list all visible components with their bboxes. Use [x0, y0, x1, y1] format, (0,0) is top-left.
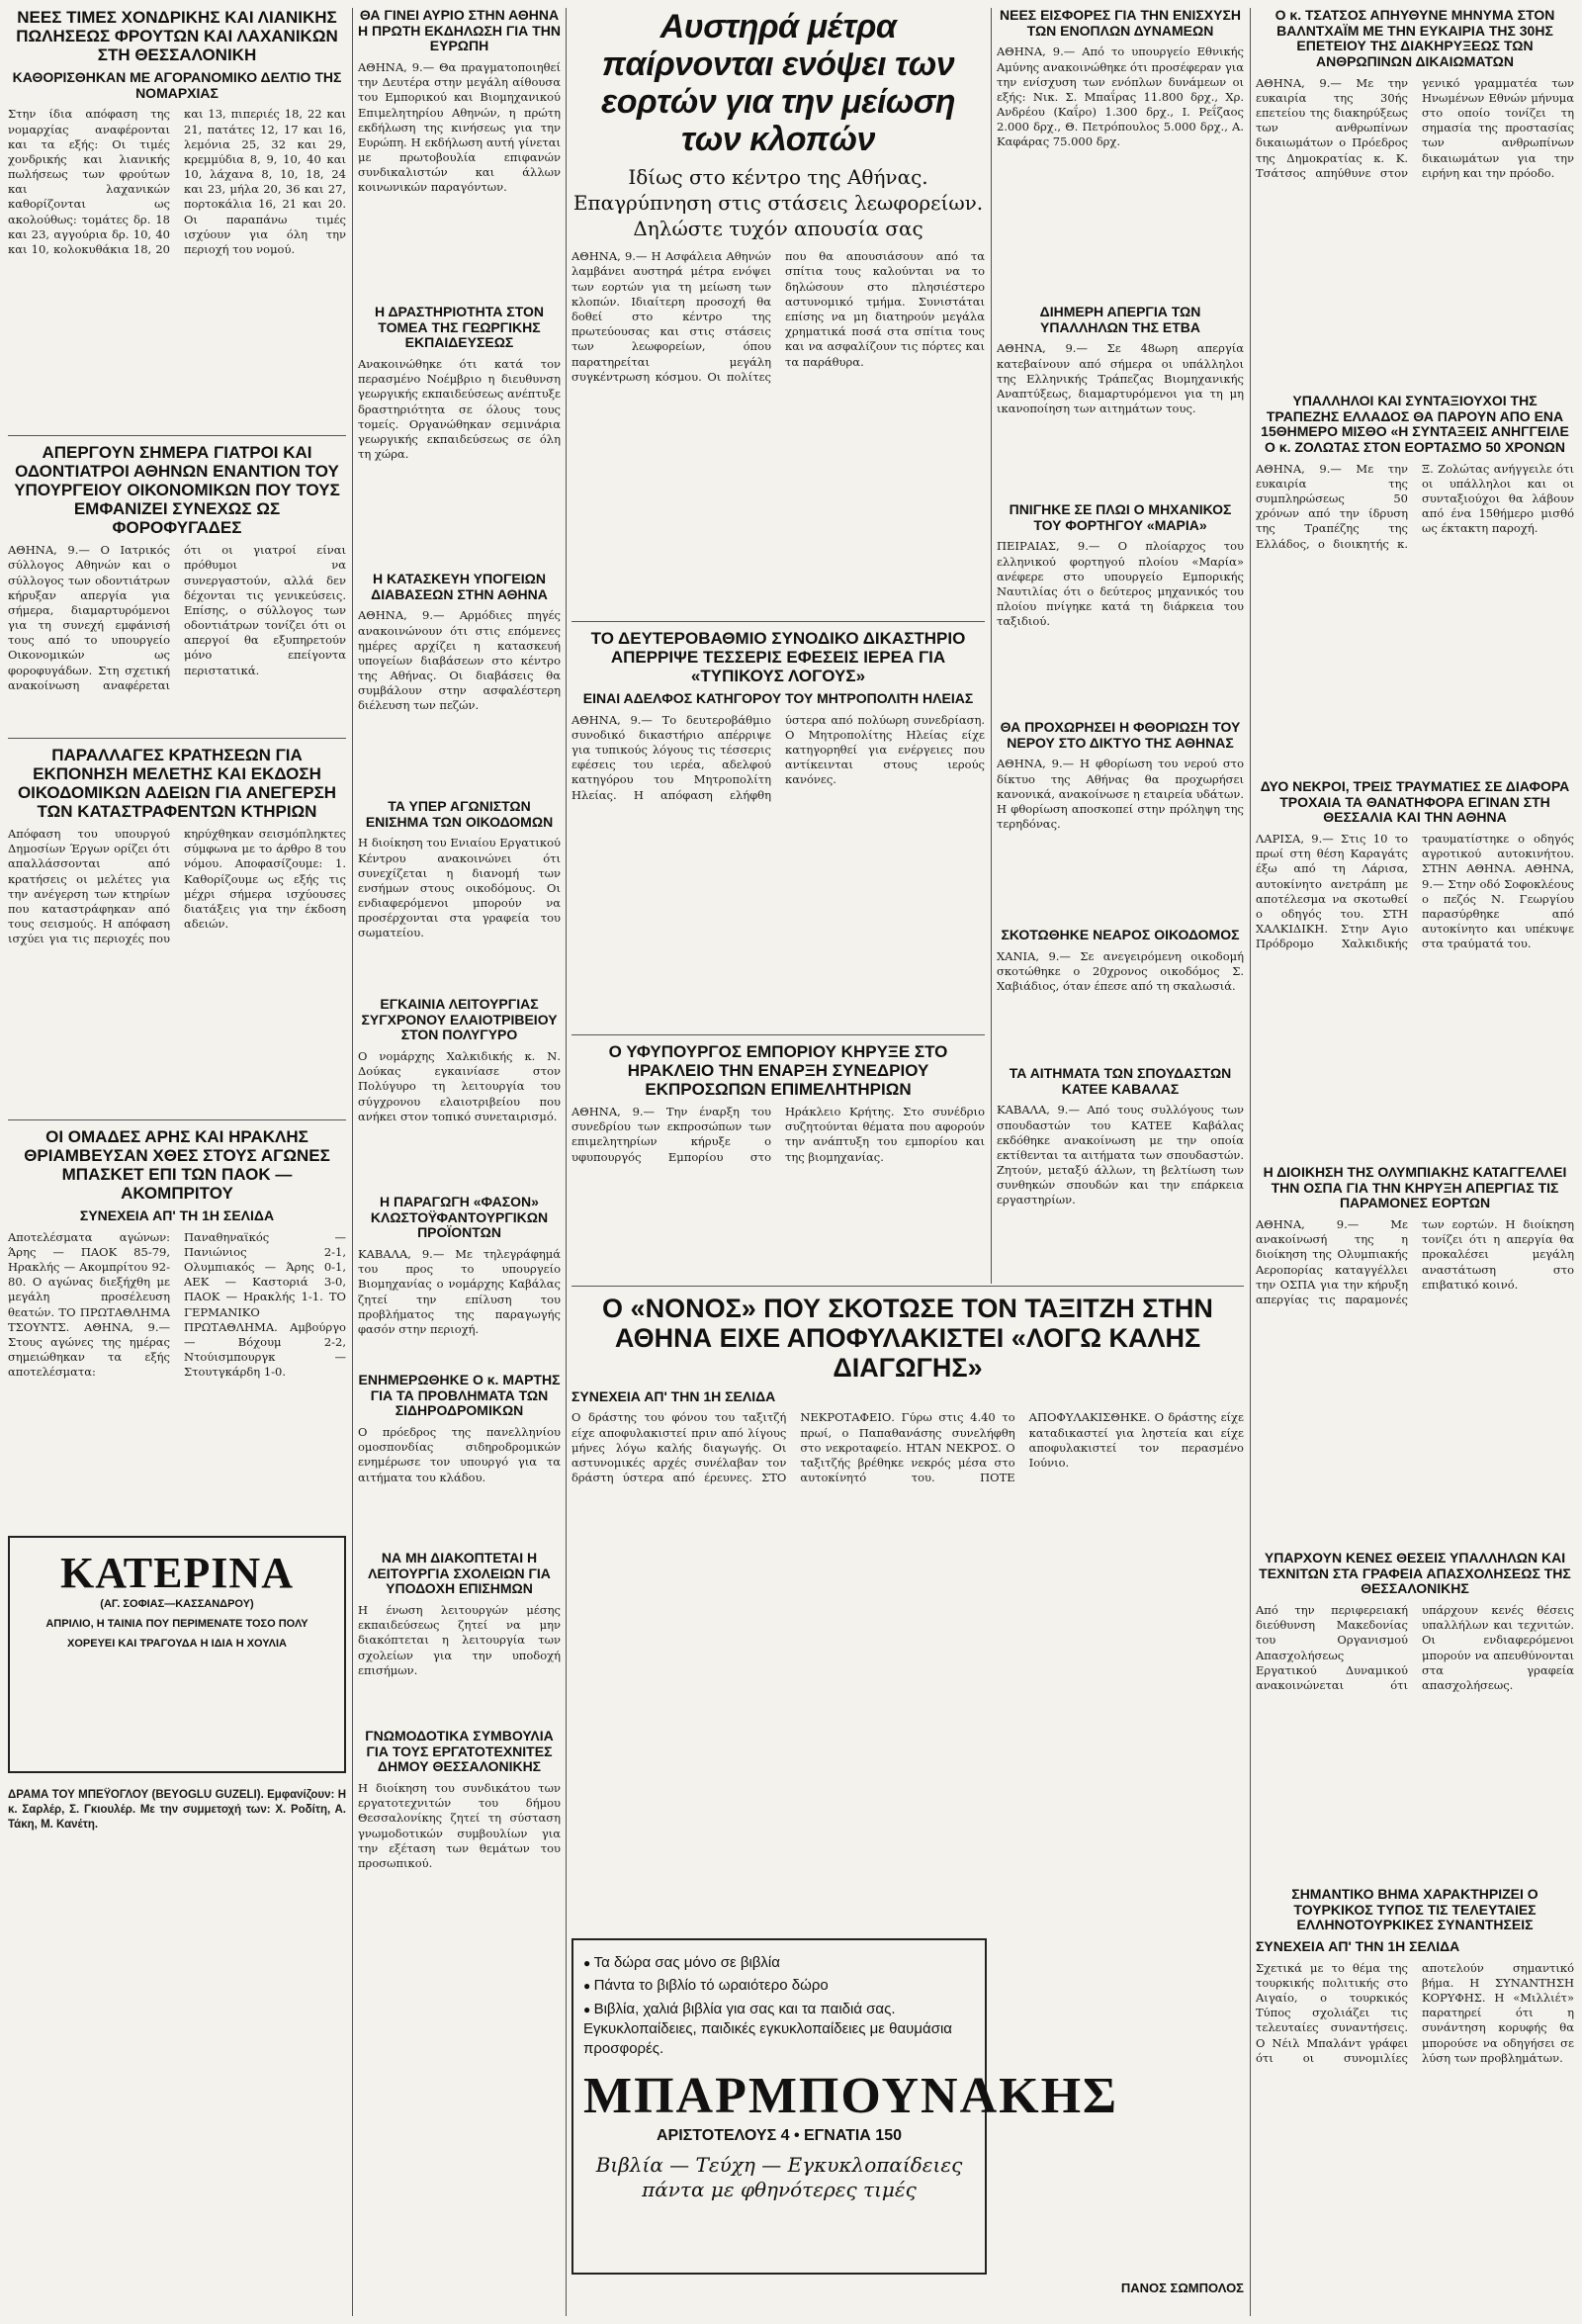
ad-bullet-list: [583, 1953, 975, 2059]
article-headline: Η ΠΑΡΑΓΩΓΗ «ΦΑΣΟΝ» ΚΛΩΣΤΟΫΦΑΝΤΟΥΡΓΙΚΩΝ ΠΡΟΪΟΝΤΩΝ: [370, 1194, 549, 1241]
article-body: ΑΘΗΝΑ, 9.— Την έναρξη του συνεδρίου των εκπροσώπων των επιμελητηρίων κήρυξε ο υφυπουργός Εμπορίου στο Ηράκλειο Κρήτης. Στο συνέδριο συζητούνται θέματα που αφορούν την ανάπτυξη του εμπορίου και της βιομηχανίας.: [571, 1105, 985, 1164]
article-turkish-press: [1256, 1887, 1574, 2282]
article-textiles: [358, 1195, 561, 1363]
ad-bullet: ● Πάντα το βιβλίο τό ωραιότερο δώρο: [583, 1976, 975, 1996]
article-body: ΧΑΝΙΑ, 9.— Σε ανεγειρόμενη οικοδομή σκοτώθηκε ο 20χρονος οικοδόμος Σ. Χαβιάδιος, όταν έπεσε από τη σκαλωσιά.: [997, 948, 1244, 994]
article-taxi-murder: [571, 1294, 1244, 1926]
article-headline: ΔΙΗΜΕΡΗ ΑΠΕΡΓΙΑ ΤΩΝ ΥΠΑΛΛΗΛΩΝ ΤΗΣ ΕΤΒΑ: [1039, 304, 1201, 335]
continued-label: ΣΥΝΕΧΕΙΑ ΑΠ' ΤΗ 1Η ΣΕΛΙΔΑ: [79, 1207, 275, 1224]
article-synod-court: [571, 629, 985, 1025]
article-headline: ΑΠΕΡΓΟΥΝ ΣΗΜΕΡΑ ΓΙΑΤΡΟΙ ΚΑΙ ΟΔΟΝΤΙΑΤΡΟΙ ΑΘΗΝΩΝ ΕΝΑΝΤΙΟΝ ΤΟΥ ΥΠΟΥΡΓΕΙΟΥ ΟΙΚΟΝΟΜΙΚΩΝ ΠΟΥ ΤΟΥΣ ΕΜΦΑΝΙΖΕΙ ΣΥΝΕΧΩΣ ΩΣ ΦΟΡΟΦΥΓΑΔΕΣ: [14, 443, 340, 538]
column-1: [8, 8, 346, 2316]
ad-film-listing: [8, 1788, 346, 2302]
article-water-fluoride: [997, 720, 1244, 918]
article-headline: ΣΗΜΑΝΤΙΚΟ ΒΗΜΑ ΧΑΡΑΚΤΗΡΙΖΕΙ Ο ΤΟΥΡΚΙΚΟΣ ΤΥΠΟΣ ΤΙΣ ΤΕΛΕΥΤΑΙΕΣ ΕΛΛΗΝΟΤΟΥΡΚΙΚΕΣ ΣΥΝΑΝΤΗΣΕΙΣ: [1291, 1886, 1538, 1933]
column-rule: [1250, 8, 1251, 2316]
article-headline: ΔΥΟ ΝΕΚΡΟΙ, ΤΡΕΙΣ ΤΡΑΥΜΑΤΙΕΣ ΣΕ ΔΙΑΦΟΡΑ ΤΡΟΧΑΙΑ ΤΑ ΘΑΝΑΤΗΦΟΡΑ ΕΓΙΝΑΝ ΣΤΗ ΘΕΣΣΑΛΙΑ ΚΑΙ ΤΗΝ ΑΘΗΝΑ: [1260, 778, 1570, 826]
article-doctors-strike: [8, 443, 346, 730]
article-body: Από την περιφερειακή διεύθυνση Μακεδονίας του Οργανισμού Απασχολήσεως Εργατικού Δυναμικού ανακοινώνεται ότι υπάρχουν κενές θέσεις υπαλλήλων και τεχνιτών. Οι ενδιαφερόμενοι μπορούν να απευθύνονται στα γραφεία απασχολήσεως.: [1256, 1603, 1574, 1692]
article-olive-mill: [358, 997, 561, 1185]
divider: [571, 1034, 985, 1035]
column-5: [1256, 8, 1574, 2316]
article-commerce-congress: [571, 1042, 985, 1280]
article-headline: ΟΙ ΟΜΑΔΕΣ ΑΡΗΣ ΚΑΙ ΗΡΑΚΛΗΣ ΘΡΙΑΜΒΕΥΣΑΝ ΧΘΕΣ ΣΤΟΥΣ ΑΓΩΝΕΣ ΜΠΑΣΚΕΤ ΕΠΙ ΤΩΝ ΠΑΟΚ — ΑΚΟΜΠΡΙΤΟΥ: [24, 1127, 330, 1204]
article-body: Ανακοινώθηκε ότι κατά τον περασμένο Νοέμβριο η διευθυνση γεωργικής εκπαιδεύσεως ανέπτυξε δραστηριότητα σε όλους τους τομείς. Οργανώθηκαν σεμινάρια γεωργικής εκπαιδεύσεως σε όλη τη χώρα.: [358, 357, 561, 462]
article-body: Απόφαση του υπουργού Δημοσίων Έργων ορίζει ότι απαλλάσσονται από κρατήσεις οι μελέτες για την ανέγερση των κτηρίων που καταστράφηκαν από τους σεισμούς. Η απόφαση ισχύει για τις περιοχές που κηρύχθηκαν σεισμόπληκτες σύμφωνα με το άρθρο 8 του νόμου. Αποφασίζουμε: 1. Καθορίζουμε ως εξής τις μέχρι σήμερα ισχύουσες διατάξεις για την έκδοση αδειών.: [8, 827, 346, 946]
article-headline: ΤΑ ΥΠΕΡ ΑΓΩΝΙΣΤΩΝ ΕΝΙΣΗΜΑ ΤΩΝ ΟΙΚΟΔΟΜΩΝ: [365, 798, 554, 830]
article-body: Η διοίκηση του συνδικάτου των εργατοτεχνιτών του δήμου Θεσσαλονίκης ζητεί τη σύσταση γνωμοδοτικών συμβουλίων για την εξέταση των θεμάτων του προσωπικού.: [358, 1781, 561, 1870]
article-underpasses: [358, 572, 561, 789]
article-headline: ΘΑ ΠΡΟΧΩΡΗΣΕΙ Η ΦΘΟΡΙΩΣΗ ΤΟΥ ΝΕΡΟΥ ΣΤΟ ΔΙΚΤΥΟ ΤΗΣ ΑΘΗΝΑΣ: [1000, 719, 1241, 751]
article-headline: Ο κ. ΤΣΑΤΣΟΣ ΑΠΗΥΘΥΝΕ ΜΗΝΥΜΑ ΣΤΟΝ ΒΑΛΝΤΧΑΪΜ ΜΕ ΤΗΝ ΕΥΚΑΙΡΙΑ ΤΗΣ 30ΗΣ ΕΠΕΤΕΙΟΥ ΤΗΣ ΔΙΑΚΗΡΥΞΕΩΣ ΤΩΝ ΑΝΘΡΩΠΙΝΩΝ ΔΙΚΑΙΩΜΑΤΩΝ: [1274, 7, 1555, 70]
article-headline: ΥΠΑΛΛΗΛΟΙ ΚΑΙ ΣΥΝΤΑΞΙΟΥΧΟΙ ΤΗΣ ΤΡΑΠΕΖΗΣ ΕΛΛΑΔΟΣ ΘΑ ΠΑΡΟΥΝ ΑΠΟ ΕΝΑ 15ΘΗΜΕΡΟ ΜΙΣΘΟ «Η ΣΥΝΤΑΞΕΙΣ ΑΝΗΓΓΕΙΛΕ Ο κ. ΖΟΛΩΤΑΣ ΣΤΟΝ ΕΟΡΤΑΣΜΟ 50 ΧΡΟΝΩΝ: [1261, 393, 1569, 456]
article-body: ΑΘΗΝΑ, 9.— Με την ευκαιρία της συμπληρώσεως 50 χρόνων από την ίδρυση της Τραπέζης της Ελλάδος, ο διοικητής κ. Ξ. Ζολώτας ανήγγειλε ότι οι υπάλληλοι και οι συνταξιούχοι θα λάβουν από ένα 15θήμερο μισθό ως έκτακτη παροχή.: [1256, 461, 1574, 551]
article-body: ΑΘΗΝΑ, 9.— Αρμόδιες πηγές ανακοινώνουν ότι στις επόμενες ημέρες αρχίζει η κατασκευή υπογείων διαβάσεων στο κέντρο της Αθήνας. Οι διαβάσεις θα συμβάλουν στην ασφαλέστερη διέλευση των πεζών.: [358, 608, 561, 713]
continued-label: ΣΥΝΕΧΕΙΑ ΑΠ' ΤΗΝ 1Η ΣΕΛΙΔΑ: [1256, 1938, 1460, 1955]
article-headline: Η ΚΑΤΑΣΚΕΥΗ ΥΠΟΓΕΙΩΝ ΔΙΑΒΑΣΕΩΝ ΣΤΗΝ ΑΘΗΝΑ: [371, 571, 548, 602]
ad-tagline: Βιβλία — Τεύχη — Εγκυκλοπαίδειες πάντα με φθηνότερες τιμές: [595, 2153, 963, 2202]
article-tsatsos-message: [1256, 8, 1574, 384]
ad-bullet: ● Βιβλία, χαλιά βιβλία για σας και τα παιδιά σας. Εγκυκλοπαίδειες, παιδικές εγκυκλοπαίδειες με θαυμάσια προσφορές.: [583, 2000, 975, 2060]
article-headline: Ο «ΝΟΝΟΣ» ΠΟΥ ΣΚΟΤΩΣΕ ΤΟΝ ΤΑΞΙΤΖΗ ΣΤΗΝ ΑΘΗΝΑ ΕΙΧΕ ΑΠΟΦΥΛΑΚΙΣΤΕΙ «ΛΟΓΩ ΚΑΛΗΣ ΔΙΑΓΩΓΗΣ»: [602, 1294, 1213, 1384]
article-body: ΚΑΒΑΛΑ, 9.— Με τηλεγράφημά του προς το υπουργείο Βιομηχανίας ο νομάρχης Καβάλας ζητεί την επίλυση του προβλήματος της παραγωγής φασόν στην περιοχή.: [358, 1247, 561, 1336]
article-body: Ο δράστης του φόνου του ταξιτζή είχε αποφυλακιστεί πριν από λίγους μήνες λόγω καλής διαγωγής. Οι αστυνομικές αρχές συνέλαβαν τον δράστη ύστερα από έρευνες. ΣΤΟ ΝΕΚΡΟΤΑΦΕΙΟ. Γύρω στις 4.40 το πρωί, ο Παπαθανάσης συνελήφθη στο νεκροταφείο. ΗΤΑΝ ΝΕΚΡΟΣ. Ο ταξιτζής βρέθηκε νεκρός μέσα στο αυτοκίνητό του. ΠΟΤΕ ΑΠΟΦΥΛΑΚΙΣΘΗΚΕ. Ο δράστης είχε καταδικαστεί για ληστεία και είχε αποφυλακιστεί τον περασμένο Ιούνιο.: [571, 1410, 1244, 1485]
column-rule: [566, 8, 567, 2316]
article-headline: ΠΑΡΑΛΛΑΓΕΣ ΚΡΑΤΗΣΕΩΝ ΓΙΑ ΕΚΠΟΝΗΣΗ ΜΕΛΕΤΗΣ ΚΑΙ ΕΚΔΟΣΗ ΟΙΚΟΔΟΜΙΚΩΝ ΑΔΕΙΩΝ ΓΙΑ ΑΝΕΓΕΡΣΗ ΤΩΝ ΚΑΤΑΣΤΡΑΦΕΝΤΩΝ ΚΤΗΡΙΩΝ: [17, 746, 337, 822]
author-signature: ΠΑΝΟΣ ΣΩΜΠΟΛΟΣ: [1120, 2280, 1244, 2295]
article-body: ΑΘΗΝΑ, 9.— Ο Ιατρικός σύλλογος Αθηνών και ο σύλλογος των οδοντιάτρων κήρυξαν απεργία για σήμερα, διαμαρτυρόμενοι για τη συνεχή εμφάνισή τους από το υπουργείο Οικονομικών ως φοροφυγάδων. Στη σχετική ανακοίνωση αναφέρεται ότι οι γιατροί είναι πρόθυμοι να συνεργαστούν, αλλά δεν δέχονται τις γενικεύσεις. Επίσης, ο σύλλογος των οδοντιάτρων τονίζει ότι οι απεργοί θα εξυπηρετούν μόνο επείγοντα περιστατικά.: [8, 543, 346, 692]
article-headline: ΝΑ ΜΗ ΔΙΑΚΟΠΤΕΤΑΙ Η ΛΕΙΤΟΥΡΓΙΑ ΣΧΟΛΕΙΩΝ ΓΙΑ ΥΠΟΔΟΧΗ ΕΠΙΣΗΜΩΝ: [368, 1550, 551, 1597]
article-subheadline: ΚΑΘΟΡΙΣΘΗΚΑΝ ΜΕ ΑΓΟΡΑΝΟΜΙΚΟ ΔΕΛΤΙΟ ΤΗΣ ΝΟΜΑΡΧΙΑΣ: [12, 69, 342, 101]
article-body: Η διοίκηση του Ενιαίου Εργατικού Κέντρου ανακοινώνει ότι συνεχίζεται η διανομή των ενσήμων στους οικοδόμους. Οι ενδιαφερόμενοι μπορούν να προσέρχονται στα γραφεία του σωματείου.: [358, 836, 561, 940]
article-body: ΑΘΗΝΑ, 9.— Η φθορίωση του νερού στο δίκτυο της Αθήνας θα προχωρήσει κανονικά, ανακοίνωσε η εταιρεία υδάτων. Η φθορίωση αποσκοπεί στην πρόληψη της τερηδόνας.: [997, 757, 1244, 832]
article-body: ΠΕΙΡΑΙΑΣ, 9.— Ο πλοίαρχος του ελληνικού φορτηγού πλοίου «Μαρία» ανέφερε στο υπουργείο Εμπορικής Ναυτιλίας ότι ο δεύτερος μηχανικός του πλοίου πνίγηκε κατά τη διάρκεια του ταξιδιού.: [997, 539, 1244, 629]
article-ship-drowning: [997, 502, 1244, 710]
continued-label: ΣΥΝΕΧΕΙΑ ΑΠ' ΤΗΝ 1Η ΣΕΛΙΔΑ: [571, 1387, 776, 1404]
article-body: ΑΘΗΝΑ, 9.— Σε 48ωρη απεργία κατεβαίνουν από σήμερα οι υπάλληλοι της Ελληνικής Τράπεζας Βιομηχανικής Αναπτύξεως, διαμαρτυρόμενοι για τη μη ικανοποίηση των αιτημάτων τους.: [997, 341, 1244, 416]
article-body: ΑΘΗΝΑ, 9.— Θα πραγματοποιηθεί την Δευτέρα στην μεγάλη αίθουσα του Εμπορικού και Βιομηχανικού Επιμελητηρίου Αθηνών, η πρώτη εκδήλωση της κινήσεως για την Ευρώπη. Η εκδήλωση αυτή γίνεται με πρωτοβουλία επιφανών συνδικαλιστών και άλλων κοινωνικών παραγόντων.: [358, 60, 561, 195]
article-stamps: [358, 799, 561, 987]
article-headline: ΤΟ ΔΕΥΤΕΡΟΒΑΘΜΙΟ ΣΥΝΟΔΙΚΟ ΔΙΚΑΣΤΗΡΙΟ ΑΠΕΡΡΙΨΕ ΤΕΣΣΕΡΙΣ ΕΦΕΣΕΙΣ ΙΕΡΕΑ ΓΙΑ «ΤΥΠΙΚΟΥΣ ΛΟΓΟΥΣ»: [590, 629, 966, 686]
article-headline: ΘΑ ΓΙΝΕΙ ΑΥΡΙΟ ΣΤΗΝ ΑΘΗΝΑ Η ΠΡΩΤΗ ΕΚΔΗΛΩΣΗ ΓΙΑ ΤΗΝ ΕΥΡΩΠΗ: [358, 7, 561, 54]
ad-bookshop: [571, 1938, 1119, 2275]
ad-katerina-cinema: [8, 1536, 346, 1773]
article-body: ΑΘΗΝΑ, 9.— Η Ασφάλεια Αθηνών λαμβάνει αυστηρά μέτρα ενόψει των εορτών για τη μείωση των κλοπών. Ιδιαίτερη προσοχή θα δοθεί στο κέντρο της πρωτεύουσας και στις στάσεις των λεωφορείων, όπου παρατηρείται μεγάλη συγκέντρωση κόσμου. Οι πολίτες που θα απουσιάσουν από τα σπίτια τους καλούνται να το δηλώσουν στο πλησιέστερο αστυνομικό τμήμα. Συνιστάται επίσης να μη διατηρούν μεγάλα χρηματικά ποσά στα σπίτια τους και να ασφαλίζουν τις πόρτες και τα παράθυρα.: [571, 249, 985, 384]
article-headline: Η ΔΡΑΣΤΗΡΙΟΤΗΤΑ ΣΤΟΝ ΤΟΜΕΑ ΤΗΣ ΓΕΩΡΓΙΚΗΣ ΕΚΠΑΙΔΕΥΣΕΩΣ: [374, 304, 544, 351]
column-4: [997, 8, 1244, 1284]
article-body: ΑΘΗΝΑ, 9.— Από το υπουργείο Εθνικής Αμύνης ανακοινώθηκε ότι προσέφεραν για την ενίσχυση των ενόπλων δυνάμεων οι εξής: Νικ. Σ. Μπαΐρας 11.800 δρχ., Χρ. Ανδρέου (Καΐρο) 1.300 δρχ., Ι. Ρεΐζαος 2.000 δρχ., Θ. Πετρόπουλος 5.000 δρχ., Α. Καφάρας 75.000 δρχ.: [997, 45, 1244, 149]
article-subheadline: ΕΙΝΑΙ ΑΔΕΛΦΟΣ ΚΑΤΗΓΟΡΟΥ ΤΟΥ ΜΗΤΡΟΠΟΛΙΤΗ ΗΛΕΙΑΣ: [582, 690, 974, 707]
ad-title: ΚΑΤΕΡΙΝΑ: [60, 1549, 294, 1597]
article-etba-strike: [997, 305, 1244, 492]
article-headline: Ο ΥΦΥΠΟΥΡΓΟΣ ΕΜΠΟΡΙΟΥ ΚΗΡΥΞΕ ΣΤΟ ΗΡΑΚΛΕΙΟ ΤΗΝ ΕΝΑΡΞΗ ΣΥΝΕΔΡΙΟΥ ΕΚΠΡΟΣΩΠΩΝ ΕΠΙΜΕΛΗΤΗΡΙΩΝ: [608, 1042, 948, 1100]
divider: [8, 1119, 346, 1120]
article-body: Η ένωση λειτουργών μέσης εκπαιδεύσεως ζητεί να μην διακόπτεται η λειτουργία των σχολείων για την υποδοχή επισήμων.: [358, 1603, 561, 1677]
divider: [8, 435, 346, 436]
article-body: Ο πρόεδρος της πανελληνίου ομοσπονδίας σιδηροδρομικών ενημέρωσε τον υπουργό για τα αιτήματα του κλάδου.: [358, 1425, 561, 1484]
article-body: ΑΘΗΝΑ, 9.— Με την ευκαιρία της 30ής επετείου της διακηρύξεως των ανθρωπίνων δικαιωμάτων ο Πρόεδρος της Δημοκρατίας κ. Κ. Τσάτσος απηύθυνε στον γενικό γραμματέα των Ηνωμένων Εθνών μήνυμα στο οποίο τονίζει τη σημασία της προστασίας των ανθρωπίνων δικαιωμάτων για την ειρήνη και την πρόοδο.: [1256, 75, 1574, 180]
main-headline: Αυστηρά μέτρα παίρνονται ενόψει των εορτών για την μείωση των κλοπών: [600, 8, 956, 159]
article-traffic-accidents: [1256, 779, 1574, 1155]
article-builder-killed: [997, 928, 1244, 1056]
column-rule: [991, 8, 992, 1284]
ad-line: ΑΠΡΙΛΙΟ, Η ΤΑΙΝΙΑ ΠΟΥ ΠΕΡΙΜΕΝΑΤΕ ΤΟΣΟ ΠΟΛΥ: [45, 1617, 308, 1630]
ad-line: ΧΟΡΕΥΕΙ ΚΑΙ ΤΡΑΓΟΥΔΑ Η ΙΔΙΑ Η ΧΟΥΛΙΑ: [67, 1637, 287, 1650]
ad-brand: ΜΠΑΡΜΠΟΥΝΑΚΗΣ: [583, 2068, 1119, 2125]
article-headline: ΕΝΗΜΕΡΩΘΗΚΕ Ο κ. ΜΑΡΤΗΣ ΓΙΑ ΤΑ ΠΡΟΒΛΗΜΑΤΑ ΤΩΝ ΣΙΔΗΡΟΔΡΟΜΙΚΩΝ: [358, 1372, 561, 1419]
article-basketball: [8, 1127, 346, 1523]
article-headline: ΕΓΚΑΙΝΙΑ ΛΕΙΤΟΥΡΓΙΑΣ ΣΥΓΧΡΟΝΟΥ ΕΛΑΙΟΤΡΙΒΕΙΟΥ ΣΤΟΝ ΠΟΛΥΓΥΡΟ: [361, 996, 558, 1043]
article-body: ΚΑΒΑΛΑ, 9.— Από τους συλλόγους των σπουδαστών του ΚΑΤΕΕ Καβάλας εκδόθηκε ανακοίνωση με την οποία εκτίθενται τα αιτήματα των σπουδαστών. Ζητούν, μεταξύ άλλων, τη βελτίωση των συνθηκών σπουδών και την επάρκεια εργαστηρίων.: [997, 1103, 1244, 1207]
article-headline: Η ΔΙΟΙΚΗΣΗ ΤΗΣ ΟΛΥΜΠΙΑΚΗΣ ΚΑΤΑΓΓΕΛΛΕΙ ΤΗΝ ΟΣΠΑ ΓΙΑ ΤΗΝ ΚΗΡΥΞΗ ΑΠΕΡΓΙΑΣ ΤΙΣ ΠΑΡΑΜΟΝΕΣ ΕΟΡΤΩΝ: [1263, 1164, 1567, 1211]
divider: [571, 1286, 1244, 1287]
main-lede: Ιδίως στο κέντρο της Αθήνας. Επαγρύπνηση στις στάσεις λεωφορείων. Δηλώστε τυχόν απουσία σας: [572, 165, 984, 241]
article-headline: ΠΝΙΓΗΚΕ ΣΕ ΠΛΩΙ Ο ΜΗΧΑΝΙΚΟΣ ΤΟΥ ΦΟΡΤΗΓΟΥ «ΜΑΡΙΑ»: [1009, 501, 1232, 533]
article-headline: ΣΚΟΤΩΘΗΚΕ ΝΕΑΡΟΣ ΟΙΚΟΔΟΜΟΣ: [1001, 927, 1240, 942]
divider: [8, 738, 346, 739]
article-body: ΑΘΗΝΑ, 9.— Το δευτεροβάθμιο συνοδικό δικαστήριο απέρριψε για τυπικούς λόγους τις τέσσερις εφέσεις του ιερέα, αδελφού κατηγόρου του Μητροπολίτη Ηλείας. Η απόφαση ελήφθη ύστερα από πολύωρη συνεδρίαση. Ο Μητροπολίτης Ηλείας είχε κατηγορηθεί για ενέργειες που αντίκεινται στους ιερούς κανόνες.: [571, 712, 985, 802]
article-europe-event: [358, 8, 561, 295]
article-body: Σχετικά με το θέμα της τουρκικής πολιτικής στο Αιγαίο, ο τουρκικός Τύπος σχολιάζει τις τελευταίες συναντήσεις. Ο Νέιλ Μπαλάντ γράφει ότι οι συνομιλίες αποτελούν σημαντικό βήμα. Η ΣΥΝΑΝΤΗΣΗ ΚΟΡΥΦΗΣ. Η «Μιλλιέτ» παρατηρεί ότι η συνάντηση κορυφής θα μπορούσε να οδηγήσει σε λύση των προβλημάτων.: [1256, 1960, 1574, 2065]
article-body: ΑΘΗΝΑ, 9.— Με ανακοίνωσή της η διοίκηση της Ολυμπιακής Αεροπορίας καταγγέλλει την ΟΣΠΑ για την κήρυξη απεργίας τις παραμονές των εορτών. Η διοίκηση τονίζει ότι η απεργία θα προκαλέσει μεγάλη αναστάτωση στο επιβατικό κοινό.: [1256, 1217, 1574, 1306]
column-2: [358, 8, 561, 2316]
article-building-permits: [8, 746, 346, 1112]
article-headline: ΓΝΩΜΟΔΟΤΙΚΑ ΣΥΜΒΟΥΛΙΑ ΓΙΑ ΤΟΥΣ ΕΡΓΑΤΟΤΕΧΝΙΤΕΣ ΔΗΜΟΥ ΘΕΣΣΑΛΟΝΙΚΗΣ: [365, 1728, 554, 1775]
article-body: Ο νομάρχης Χαλκιδικής κ. Ν. Δούκας εγκαινίασε στον Πολύγυρο τη λειτουργία του σύγχρονου ελαιοτριβείου που ανήκει στον τοπικό συνεταιρισμό.: [358, 1049, 561, 1123]
article-body: Στην ίδια απόφαση της νομαρχίας αναφέρονται και τα εξής: Οι τιμές χονδρικής και λιανικής πωλήσεως των φρούτων και λαχανικών καθορίζονται ως ακολούθως: τομάτες δρ. 18 και 23, αγγούρια δρ. 10, 40 και 10, κολοκυθάκια 18, 20 και 13, πιπεριές 18, 22 και 21, πατάτες 12, 17 και 16, λεμόνια 25, 32 και 29, κρεμμύδια 8, 9, 10, 40 και 10, λάχανα 8, 10, 18, 24 και 23, μήλα 20, 36 και 27, πορτοκάλια 16, 21 και 20. Οι παραπάνω τιμές ισχύουν για όλη την περιοχή του νομού.: [8, 107, 346, 256]
column-rule: [352, 8, 353, 2316]
article-railway: [358, 1373, 561, 1541]
article-students-demands: [997, 1066, 1244, 1274]
article-workers-councils: [358, 1729, 561, 2243]
article-headline: ΝΕΕΣ ΕΙΣΦΟΡΕΣ ΓΙΑ ΤΗΝ ΕΝΙΣΧΥΣΗ ΤΩΝ ΕΝΟΠΛΩΝ ΔΥΝΑΜΕΩΝ: [1000, 7, 1241, 39]
article-headline: ΤΑ ΑΙΤΗΜΑΤΑ ΤΩΝ ΣΠΟΥΔΑΣΤΩΝ ΚΑΤΕΕ ΚΑΒΑΛΑΣ: [1009, 1065, 1232, 1097]
article-schools: [358, 1551, 561, 1719]
article-agri-education: [358, 305, 561, 562]
ad-address: ΑΡΙΣΤΟΤΕΛΟΥΣ 4 • ΕΓΝΑΤΙΑ 150: [657, 2127, 902, 2145]
article-body: ΛΑΡΙΣΑ, 9.— Στις 10 το πρωί στη θέση Καραγάτς έξω από τη Λάρισα, αυτοκίνητο ανετράπη με αποτέλεσμα να σκοτωθεί ο οδηγός του. ΣΤΗ ΧΑΛΚΙΔΙΚΗ. Στην Αγιο Πρόδρομο Χαλκιδικής τραυματίστηκε ο οδηγός αγροτικού αυτοκινήτου. ΣΤΗΝ ΑΘΗΝΑ. ΑΘΗΝΑ, 9.— Στην οδό Σοφοκλέους ο πεζός Ν. Γεωργίου παρασύρθηκε από αυτοκίνητο και υπέκυψε στα τραύματά του.: [1256, 832, 1574, 951]
signature-block: [997, 2275, 1244, 2304]
ad-body: ΔΡΑΜΑ ΤΟΥ ΜΠΕΫΟΓΛΟΥ (BEYOGLU GUZELI). Εμφανίζουν: Η κ. Σαρλέρ, Σ. Γκιουλέρ. Με την συμμετοχή των: Χ. Ροδίτη, Α. Τάκη, Μ. Κανέτη.: [8, 1789, 346, 1832]
article-olympic-strike: [1256, 1165, 1574, 1541]
article-headline: ΥΠΑΡΧΟΥΝ ΚΕΝΕΣ ΘΕΣΕΙΣ ΥΠΑΛΛΗΛΩΝ ΚΑΙ ΤΕΧΝΙΤΩΝ ΣΤΑ ΓΡΑΦΕΙΑ ΑΠΑΣΧΟΛΗΣΕΩΣ ΤΗΣ ΘΕΣΣΑΛΟΝΙΚΗΣ: [1259, 1550, 1571, 1597]
article-fruit-prices: [8, 8, 346, 428]
ad-line: (ΑΓ. ΣΟΦΙΑΣ—ΚΑΣΣΑΝΔΡΟΥ): [100, 1598, 254, 1610]
article-job-vacancies: [1256, 1551, 1574, 1877]
divider: [571, 621, 985, 622]
article-armed-forces: [997, 8, 1244, 295]
article-body: Αποτελέσματα αγώνων: Άρης — ΠΑΟΚ 85-79, Ηρακλής — Ακομπρίτου 92-80. Ο αγώνας διεξήχθη με μεγάλη προσέλευση θεατών. ΤΟ ΠΡΩΤΑΘΛΗΜΑ ΤΣΟΥΝΤΣ. ΑΘΗΝΑ, 9.— Στους αγώνες της ημέρας σημειώθηκαν τα εξής αποτελέσματα: Παναθηναϊκός — Πανιώνιος 2-1, Ολυμπιακός — Άρης 0-1, ΑΕΚ — Καστοριά 3-0, ΠΑΟΚ — Ηρακλής 1-1. ΤΟ ΓΕΡΜΑΝΙΚΟ ΠΡΩΤΑΘΛΗΜΑ. Αμβούργο — Βόχουμ 2-2, Ντούισμπουργκ — Στουτγκάρδη 1-0.: [8, 1229, 346, 1380]
article-headline: ΝΕΕΣ ΤΙΜΕΣ ΧΟΝΔΡΙΚΗΣ ΚΑΙ ΛΙΑΝΙΚΗΣ ΠΩΛΗΣΕΩΣ ΦΡΟΥΤΩΝ ΚΑΙ ΛΑΧΑΝΙΚΩΝ ΣΤΗ ΘΕΣΣΑΛΟΝΙΚΗ: [16, 8, 338, 65]
center-top-story: [571, 8, 985, 611]
ad-bullet: ● Τα δώρα σας μόνο σε βιβλία: [583, 1953, 975, 1973]
article-bank-of-greece: [1256, 394, 1574, 769]
